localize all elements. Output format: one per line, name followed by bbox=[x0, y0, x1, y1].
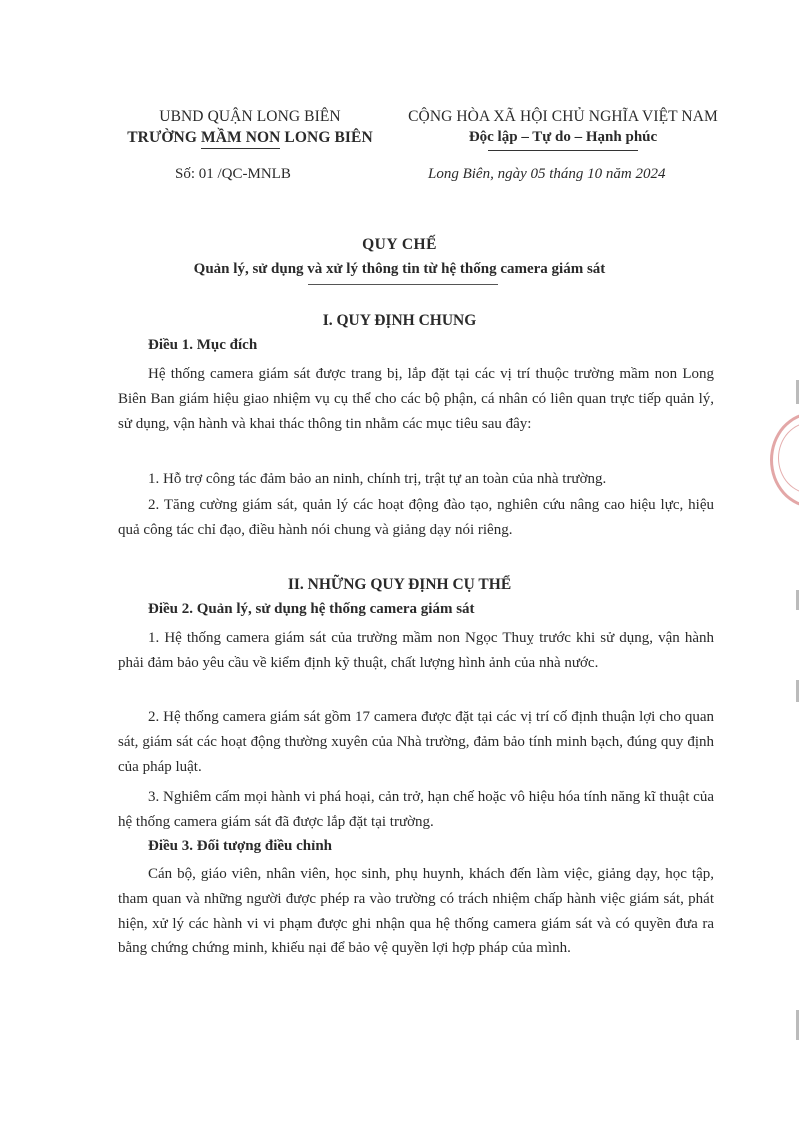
motto-underline bbox=[488, 150, 638, 151]
subtitle-underline bbox=[308, 284, 498, 285]
document-number: Số: 01 /QC-MNLB bbox=[175, 166, 291, 182]
org-line-2-pre: TRƯỜNG bbox=[127, 129, 201, 146]
org-line-2 bbox=[105, 127, 395, 149]
section-1-heading: I. QUY ĐỊNH CHUNG bbox=[322, 312, 477, 329]
article-1-paragraph: Hệ thống camera giám sát được trang bị, lắp đặt tại các vị trí thuộc trường mầm non Long Biên Ban giám hiệu giao nhiệm vụ cụ thể cho các bộ phận, cá nhân có liên quan trực tiếp quản lý, sử dụng, vận hành và khai thác thông tin nhằm các mục tiêu sau đây: bbox=[118, 366, 714, 432]
article-2-paragraph: 3. Nghiêm cấm mọi hành vi phá hoại, cản trở, hạn chế hoặc vô hiệu hóa tính năng kĩ thuật của hệ thống camera giám sát đã được lắp đặt tại trường. bbox=[118, 789, 714, 830]
national-motto: Độc lập – Tự do – Hạnh phúc bbox=[468, 129, 658, 145]
article-2-paragraph: 1. Hệ thống camera giám sát của trường mầm non Ngọc Thuỵ trước khi sử dụng, vận hành phải đảm bảo yêu cầu về kiểm định kỹ thuật, chất lượng hình ảnh của nhà nước. bbox=[118, 630, 714, 671]
article-1-paragraph: 1. Hỗ trợ công tác đảm bảo an ninh, chính trị, trật tự an toàn của nhà trường. bbox=[148, 471, 607, 487]
org-line-2-mid: MẦM NON bbox=[201, 127, 280, 149]
article-2-paragraph: 2. Hệ thống camera giám sát gồm 17 camera được đặt tại các vị trí cố định thuận lợi cho quan sát, giám sát các hoạt động thường xuyên của Nhà trường, đảm bảo tính minh bạch, đúng quy định của pháp luật. bbox=[118, 709, 714, 775]
article-3-paragraph: Cán bộ, giáo viên, nhân viên, học sinh, phụ huynh, khách đến làm việc, giảng dạy, học tập, tham quan và những người được phép ra vào trường có trách nhiệm chấp hành việc giám sát, phát hiện, xử lý các hành vi vi phạm được ghi nhận qua hệ thống camera giám sát và có quyền đưa ra bằng chứng chứng minh, khiếu nại để bảo vệ quyền lợi hợp pháp của mình. bbox=[118, 866, 714, 957]
article-2-heading: Điều 2. Quản lý, sử dụng hệ thống camera giám sát bbox=[148, 601, 475, 617]
section-2-heading: II. NHỮNG QUY ĐỊNH CỤ THỂ bbox=[287, 576, 512, 593]
article-1-heading: Điều 1. Mục đích bbox=[148, 337, 258, 353]
article-1-paragraph: 2. Tăng cường giám sát, quản lý các hoạt động đào tạo, nghiên cứu nâng cao hiệu lực, hiệu quả công tác chỉ đạo, điều hành nói chung và giảng dạy nói riêng. bbox=[118, 497, 714, 538]
article-3-heading: Điều 3. Đối tượng điều chỉnh bbox=[148, 838, 333, 854]
country-name: CỘNG HÒA XÃ HỘI CHỦ NGHĨA VIỆT NAM bbox=[408, 108, 718, 125]
issuing-organization bbox=[105, 106, 395, 149]
document-date: Long Biên, ngày 05 tháng 10 năm 2024 bbox=[428, 166, 666, 182]
org-line-2-post: LONG BIÊN bbox=[280, 129, 373, 146]
org-line-1: UBND QUẬN LONG BIÊN bbox=[159, 108, 341, 125]
document-subtitle: Quản lý, sử dụng và xử lý thông tin từ hệ thống camera giám sát bbox=[193, 261, 606, 277]
national-header bbox=[398, 106, 728, 151]
document-title: QUY CHẾ bbox=[362, 236, 437, 253]
